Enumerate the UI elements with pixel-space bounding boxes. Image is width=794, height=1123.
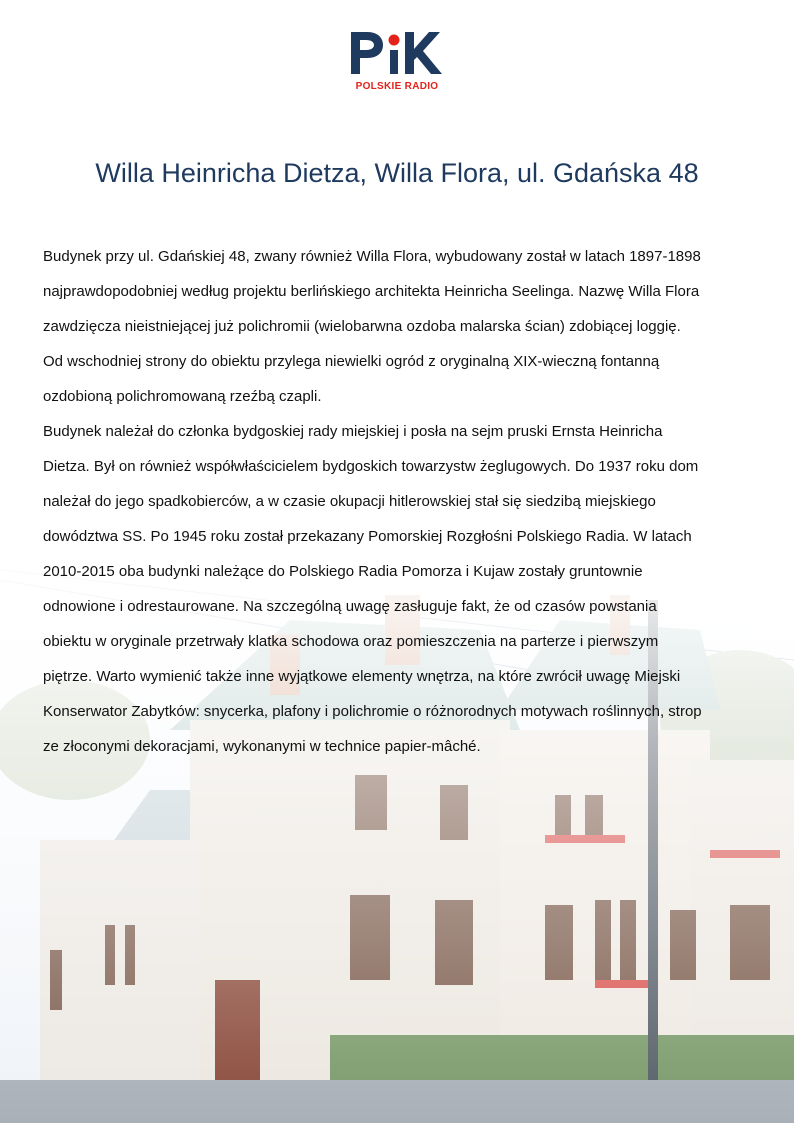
logo xyxy=(0,28,794,98)
body-line: odnowione i odrestaurowane. Na szczególną uwagę zasługuje fakt, że od czasów powstania xyxy=(43,598,657,615)
page-title: Willa Heinricha Dietza, Willa Flora, ul. Gdańska 48 xyxy=(95,158,699,188)
body-line: piętrze. Warto wymienić także inne wyjątkowe elementy wnętrza, na które zwrócił uwagę Miejski xyxy=(43,668,681,685)
body-line: dowództwa SS. Po 1945 roku został przekazany Pomorskiej Rozgłośni Polskiego Radia. W latach xyxy=(43,528,692,545)
body-line: obiektu w oryginale przetrwały klatka schodowa oraz pomieszczenia na parterze i pierwszym xyxy=(43,633,659,650)
body-line: Od wschodniej strony do obiektu przylega niewielki ogród z oryginalną XIX-wieczną fontanną xyxy=(43,353,660,370)
body-line: ozdobioną polichromowaną rzeźbą czapli. xyxy=(43,388,322,405)
body-line: Budynek przy ul. Gdańskiej 48, zwany również Willa Flora, wybudowany został w latach 1897-1898 xyxy=(43,248,701,265)
body-line: Budynek należał do członka bydgoskiej rady miejskiej i posła na sejm pruski Ernsta Heinricha xyxy=(43,423,663,440)
pik-logo-icon xyxy=(349,28,445,76)
body-line: zawdzięcza nieistniejącej już polichromii (wielobarwna ozdoba malarska ścian) zdobiącej loggię. xyxy=(43,318,681,335)
body-line: Dietza. Był on również współwłaścicielem bydgoskich towarzystw żeglugowych. Do 1937 roku dom xyxy=(43,458,699,475)
body-line: należał do jego spadkobierców, a w czasie okupacji hitlerowskiej stał się siedzibą miejskiego xyxy=(43,493,656,510)
logo-subtitle: POLSKIE RADIO xyxy=(355,81,439,92)
body-line: 2010-2015 oba budynki należące do Polskiego Radia Pomorza i Kujaw zostały gruntownie xyxy=(43,563,643,580)
body-line: Konserwator Zabytków: snycerka, plafony i polichromie o różnorodnych motywach roślinnych, strop xyxy=(43,703,702,720)
body-text xyxy=(43,239,763,764)
body-line: najprawdopodobniej według projektu berlińskiego architekta Heinricha Seelinga. Nazwę Willa Flora xyxy=(43,283,700,300)
body-line: ze złoconymi dekoracjami, wykonanymi w technice papier-mâché. xyxy=(43,738,481,755)
